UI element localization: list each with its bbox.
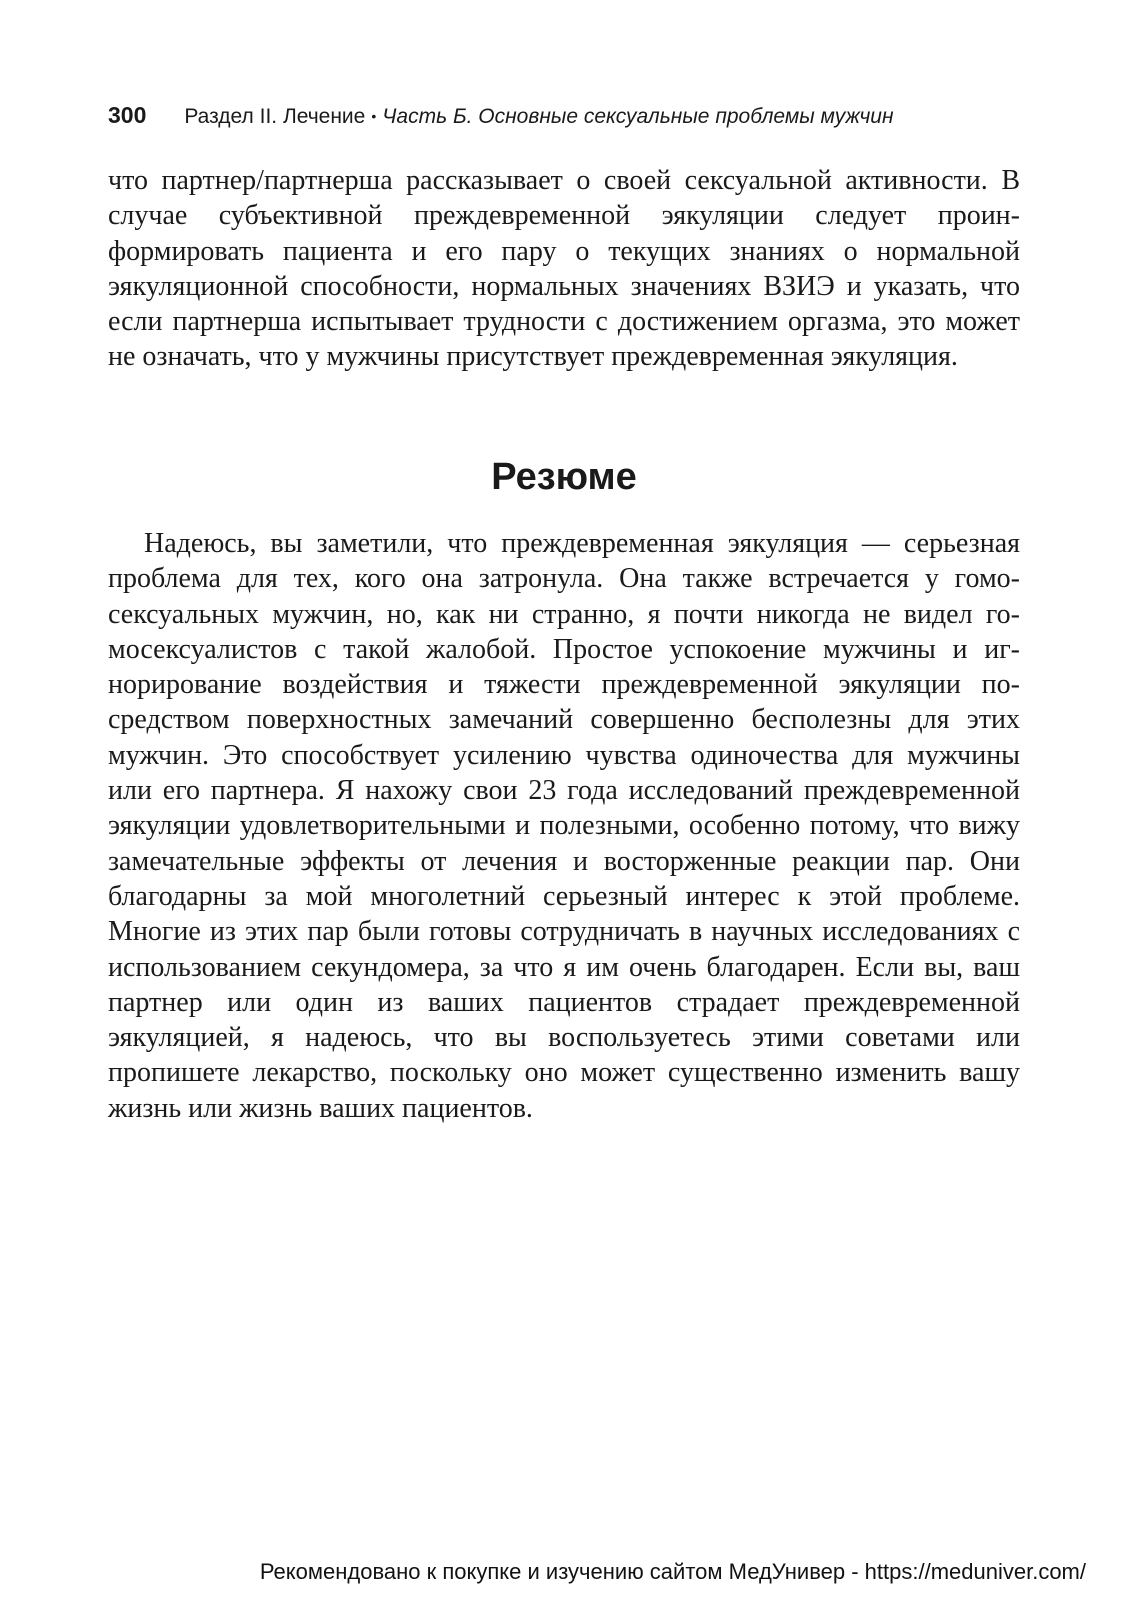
section-title: Резюме (491, 456, 637, 498)
bullet-separator-icon: • (371, 108, 377, 124)
summary-paragraph: Надеюсь, вы заметили, что преждевременная эякуляция — серьезная проблема для тех, кого она затронула. Она также встречается у гомосексуальных мужчин, но, как ни странно, я почти никогда не видел гомосексуалистов с такой жалобой. Простое успокоение мужчины и игнорирование воздействия и тяжести преждевременной эякуляции посредством поверхностных замечаний совершенно бесполезны для этих мужчин. Это способствует усилению чувства одиночества для мужчины или его партнера. Я нахожу свои 23 года исследований преждевременной эякуляции удовлетворительными и полезными, особенно потому, что вижу замечательные эффекты от лечения и восторженные реакции пар. Они благодарны за мой многолетний серьезный интерес к этой проблеме. Многие из этих пар были готовы сотрудничать в научных исследованиях с использованием секундомера, за что я им очень благодарен. Если вы, ваш партнер или один из ваших пациентов страдает преждевременной эякуляцией, я надеюсь, что вы воспользуетесь этими советами или пропишете лекарство, поскольку оно может существенно изменить вашу жизнь или жизнь ваших пациентов. (108, 528, 1020, 1124)
continued-paragraph: что партнер/партнерша рассказывает о своей сексуальной активности. В случае субъективной преждевременной эякуляции следует проинформировать пациента и его пару о текущих знаниях о нормальной эякуляционной способности, нормальных значениях ВЗИЭ и указать, что если партнерша испытывает трудности с достижением оргазма, это может не означать, что у мужчины присутствует преждевременная эякуляция. (108, 165, 1020, 373)
part-label: Часть Б. Основные сексуальные проблемы мужчин (382, 105, 894, 128)
section-label: Раздел II. Лечение (184, 105, 366, 128)
footer-note: Рекомендовано к покупке и изучению сайтом МедУнивер - https://meduniver.com/ (259, 1559, 1086, 1584)
page-number: 300 (108, 102, 147, 128)
running-head (108, 100, 1028, 132)
